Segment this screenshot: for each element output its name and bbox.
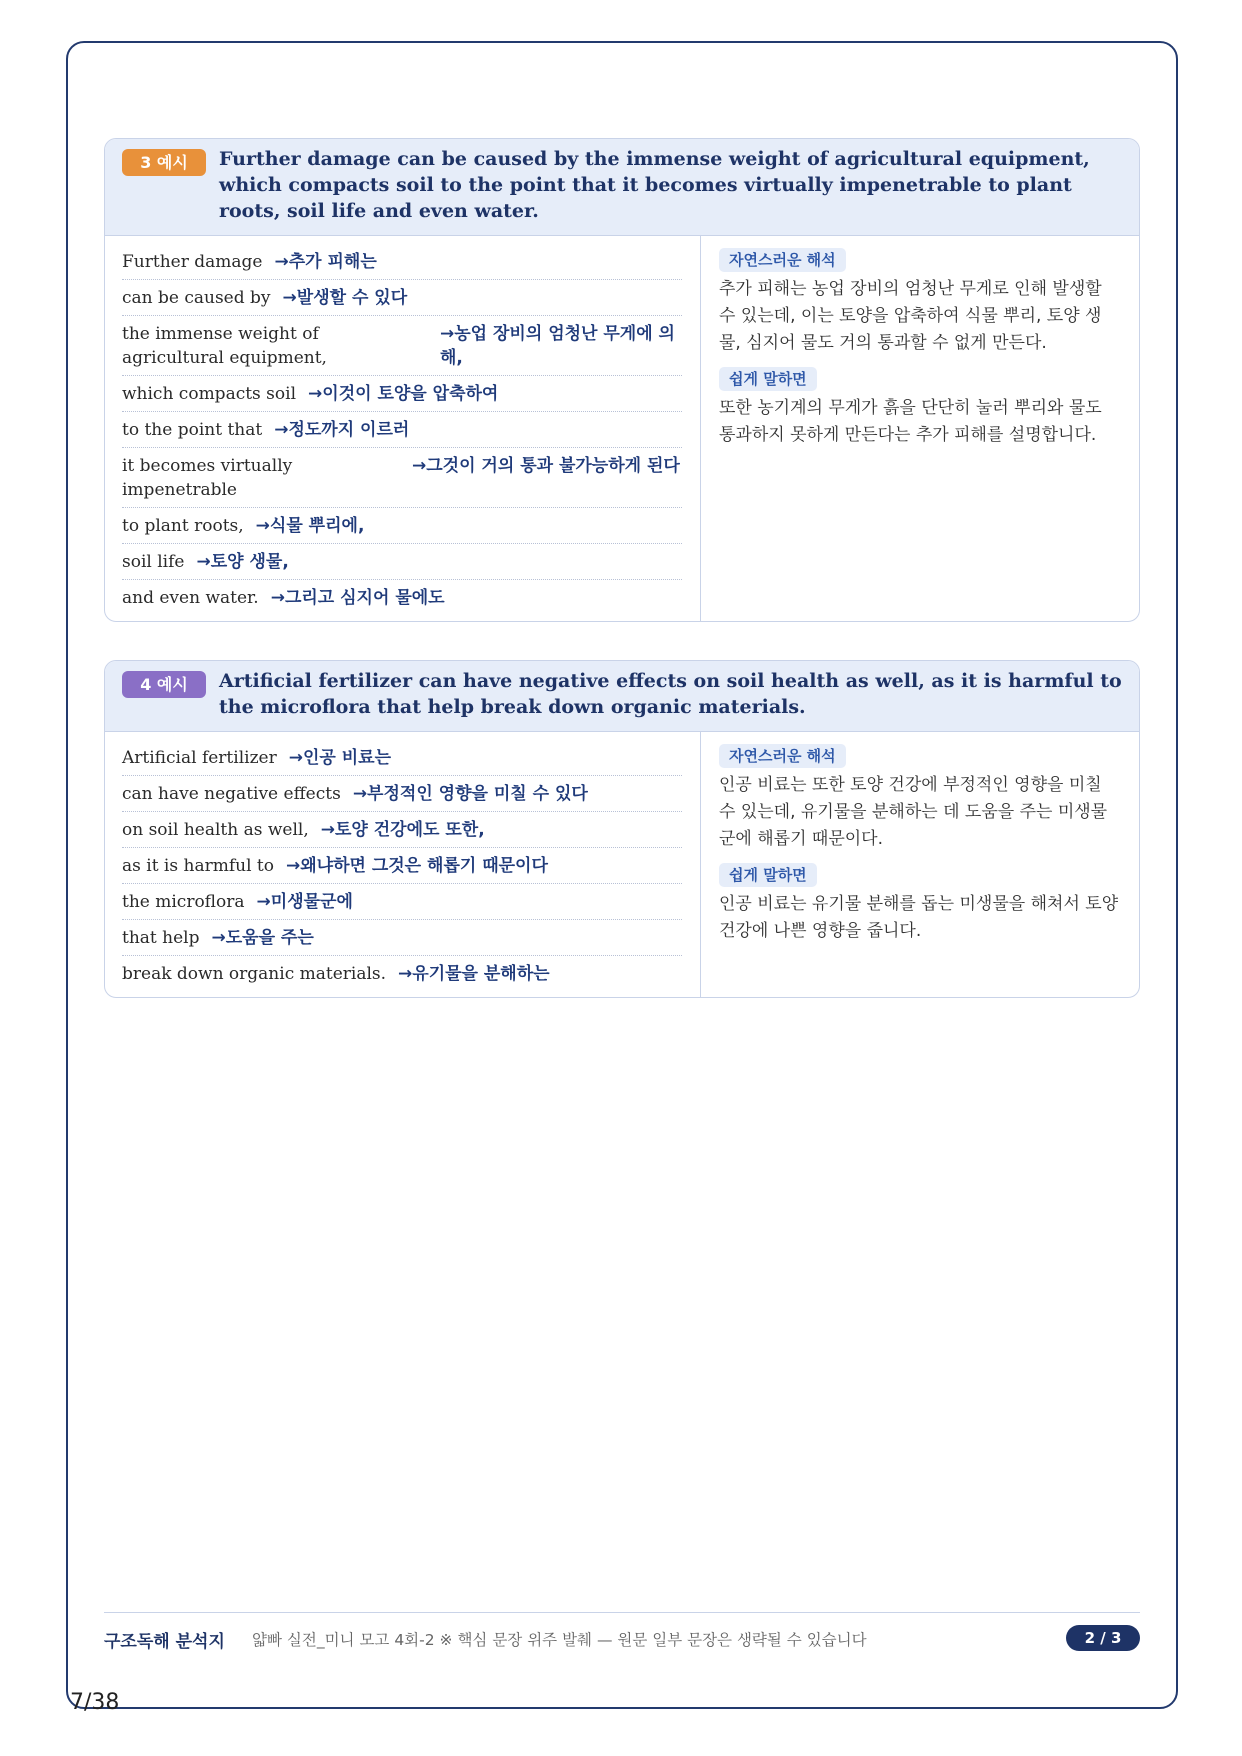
easy-explanation-text: 또한 농기계의 무게가 흙을 단단히 눌러 뿌리와 물도 통과하지 못하게 만든다는 추가 피해를 설명합니다. [719,398,1102,445]
source-sentence: Further damage can be caused by the immense weight of agricultural equipment, which compacts soil to the point that it becomes virtually impenetrable to plant roots, soil life and even water. [219,148,1090,222]
card-body [105,236,1139,621]
chunk-korean: →발생할 수 있다 [282,288,408,308]
interpretation-panel [701,236,1139,621]
chunk-korean: →이것이 토양을 압축하여 [308,384,499,404]
example-badge: 4 예시 [122,671,206,698]
chunk-row [122,812,682,848]
chunk-english: the microflora [122,892,245,912]
chunk-row [122,244,682,280]
chunk-row [122,740,682,776]
chunk-korean: →왜냐하면 그것은 해롭기 때문이다 [285,856,548,876]
chunk-row [122,884,682,920]
chunk-english: it becomes virtually impenetrable [122,456,293,500]
chunk-english: the immense weight of agricultural equipment, [122,324,327,368]
chunk-list [105,236,701,621]
chunk-row [122,316,682,376]
chunk-row [122,508,682,544]
chunk-english: and even water. [122,588,259,608]
chunk-english: as it is harmful to [122,856,274,876]
chunk-korean: →정도까지 이르러 [274,420,410,440]
chunk-row [122,776,682,812]
chunk-english: on soil health as well, [122,820,309,840]
interpretation-panel [701,732,1139,997]
chunk-english: which compacts soil [122,384,297,404]
chunk-korean: →유기물을 분해하는 [398,964,550,984]
card-header [105,661,1139,732]
chunk-korean: →그것이 거의 통과 불가능하게 된다 [412,456,680,476]
chunk-row [122,280,682,316]
page-indicator: 2 / 3 [1066,1625,1140,1651]
natural-translation-text: 인공 비료는 또한 토양 건강에 부정적인 영향을 미칠 수 있는데, 유기물을 분해하는 데 도움을 주는 미생물군에 해롭기 때문이다. [719,775,1108,849]
chunk-english: Artificial fertilizer [122,748,277,768]
chunk-english: break down organic materials. [122,964,387,984]
chunk-english: can be caused by [122,288,271,308]
chunk-korean: →추가 피해는 [274,252,377,272]
chunk-row [122,956,682,991]
example-card-4 [104,660,1140,998]
chunk-row [122,580,682,615]
footer-title: 구조독해 분석지 [104,1632,225,1652]
chunk-korean: →인공 비료는 [288,748,391,768]
chunk-english: soil life [122,552,185,572]
chunk-english: to the point that [122,420,263,440]
chunk-row [122,448,682,508]
chunk-row [122,848,682,884]
example-badge: 3 예시 [122,149,206,176]
chunk-korean: →그리고 심지어 물에도 [270,588,445,608]
natural-translation-label: 자연스러운 해석 [719,744,846,768]
chunk-english: can have negative effects [122,784,341,804]
chunk-korean: →농업 장비의 엄청난 무게에 의해, [440,324,675,368]
chunk-row [122,376,682,412]
easy-explanation-text: 인공 비료는 유기물 분해를 돕는 미생물을 해쳐서 토양 건강에 나쁜 영향을 줍니다. [719,894,1119,941]
chunk-korean: →토양 건강에도 또한, [320,820,485,840]
chunk-row [122,412,682,448]
easy-explanation-label: 쉽게 말하면 [719,863,817,887]
chunk-row [122,920,682,956]
chunk-korean: →부정적인 영향을 미칠 수 있다 [352,784,588,804]
chunk-english: that help [122,928,200,948]
easy-explanation-label: 쉽게 말하면 [719,367,817,391]
chunk-korean: →식물 뿌리에, [255,516,365,536]
example-card-3 [104,138,1140,622]
chunk-english: Further damage [122,252,263,272]
footer-subtitle: 얇빠 실전_미니 모고 4회-2 ※ 핵심 문장 위주 발췌 — 원문 일부 문장은 생략될 수 있습니다 [252,1631,867,1649]
natural-translation-text: 추가 피해는 농업 장비의 엄청난 무게로 인해 발생할 수 있는데, 이는 토양을 압축하여 식물 뿌리, 토양 생물, 심지어 물도 거의 통과할 수 없게 만든다. [719,279,1102,353]
source-sentence: Artificial fertilizer can have negative effects on soil health as well, as it is harmful to the microflora that help break down organic materials. [219,670,1122,718]
chunk-list [105,732,701,997]
card-body [105,732,1139,997]
chunk-korean: →도움을 주는 [211,928,314,948]
sheet-number: 7/38 [70,1690,120,1715]
page-footer [104,1612,1140,1661]
chunk-english: to plant roots, [122,516,244,536]
chunk-row [122,544,682,580]
chunk-korean: →미생물군에 [256,892,353,912]
natural-translation-label: 자연스러운 해석 [719,248,846,272]
card-header [105,139,1139,236]
chunk-korean: →토양 생물, [196,552,289,572]
